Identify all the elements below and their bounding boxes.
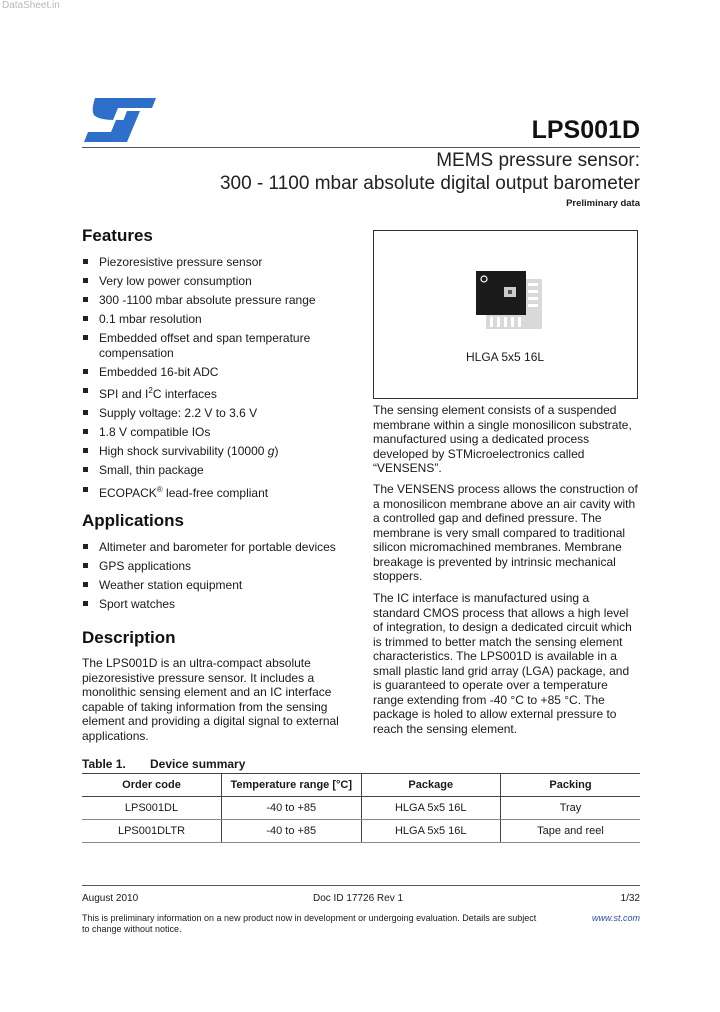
st-logo — [82, 96, 158, 144]
list-item: Weather station equipment — [82, 578, 352, 593]
table-cell: -40 to +85 — [222, 820, 362, 843]
i2c-prefix: SPI and I — [99, 387, 149, 402]
footer-page-number: 1/32 — [620, 893, 640, 904]
list-item: Embedded offset and span temperature compensation — [82, 331, 352, 360]
list-item — [82, 483, 352, 501]
table-header-row — [82, 774, 640, 797]
footer-url-link[interactable]: www.st.com — [591, 913, 640, 923]
table-number: Table 1. — [82, 757, 126, 771]
list-item: 1.8 V compatible IOs — [82, 425, 352, 440]
list-item — [82, 384, 352, 402]
table-cell: LPS001DL — [82, 797, 222, 820]
list-item: GPS applications — [82, 559, 352, 574]
list-item — [82, 444, 352, 459]
shock-text: High shock survivability (10000 — [99, 444, 268, 459]
list-item: Piezoresistive pressure sensor — [82, 255, 352, 270]
sensing-element-paragraph: The sensing element consists of a suspended membrane within a single monosilicon substrate, manufactured using a dedicated process developed by STMicroelectronics called “VENSENS”. — [373, 403, 632, 475]
table-row — [82, 820, 640, 843]
status-label: Preliminary data — [566, 198, 640, 209]
watermark: DataSheet.in — [2, 0, 60, 11]
list-item: Supply voltage: 2.2 V to 3.6 V — [82, 406, 352, 421]
table-cell: HLGA 5x5 16L — [361, 797, 501, 820]
i2c-superscript: 2 — [148, 386, 153, 396]
column-header: Packing — [501, 774, 641, 797]
ecopack-trademark: ® — [156, 484, 163, 494]
list-item: 0.1 mbar resolution — [82, 312, 352, 327]
column-header: Order code — [82, 774, 222, 797]
list-item: Sport watches — [82, 597, 352, 612]
table-row — [82, 797, 640, 820]
ic-interface-paragraph: The IC interface is manufactured using a standard CMOS process that allows a high level of integration, to design a dedicated circuit which is trimmed to better match the sensing element characteristics. The LPS001D is available in a small plastic land grid array (LGA) package, and is guaranteed to operate over a temperature range extending from -40 °C to +85 °C. The package is holed to allow external pressure to reach the sensing element. — [373, 591, 632, 736]
i2c-suffix: C interfaces — [152, 387, 217, 402]
chip-package-image — [474, 269, 544, 331]
shock-close: ) — [274, 444, 279, 459]
list-item: Embedded 16-bit ADC — [82, 365, 352, 380]
column-header: Package — [361, 774, 501, 797]
part-number: LPS001D — [531, 116, 640, 144]
list-item: 300 -1100 mbar absolute pressure range — [82, 293, 352, 308]
ecopack-text: ECOPACK — [99, 485, 157, 500]
table-cell: LPS001DLTR — [82, 820, 222, 843]
list-item: Altimeter and barometer for portable devices — [82, 540, 352, 555]
table-title: Device summary — [150, 757, 246, 771]
applications-list — [82, 540, 352, 616]
list-item: Very low power consumption — [82, 274, 352, 289]
applications-heading: Applications — [82, 511, 185, 530]
ecopack-suffix: lead-free compliant — [162, 485, 269, 500]
subtitle-line-1: MEMS pressure sensor: — [436, 150, 640, 171]
table-cell: -40 to +85 — [222, 797, 362, 820]
device-summary-table — [82, 773, 640, 843]
package-caption: HLGA 5x5 16L — [466, 350, 545, 364]
footer-doc-id: Doc ID 17726 Rev 1 — [313, 893, 404, 904]
vensens-paragraph: The VENSENS process allows the construction of a monosilicon membrane above an air cavity with a controlled gap and defined pressure. The membrane is very small compared to traditional silicon micromachined membranes. Membrane breakage is prevented by intrinsic mechanical stoppers. — [373, 482, 638, 583]
table-caption — [82, 757, 245, 771]
table-cell: Tray — [501, 797, 641, 820]
footer-rule — [82, 885, 640, 886]
subtitle-line-2: 300 - 1100 mbar absolute digital output barometer — [219, 173, 640, 194]
description-text: The LPS001D is an ultra-compact absolute piezoresistive pressure sensor. It includes a monolithic sensing element and an IC interface capable of taking information from the sensing element and providing a digital signal to external applications. — [82, 656, 339, 743]
footer-disclaimer: This is preliminary information on a new product now in development or undergoing evaluation. Details are subject to change without notice. — [82, 913, 537, 934]
column-header: Temperature range [°C] — [222, 774, 362, 797]
footer-date: August 2010 — [82, 893, 139, 904]
shock-unit: g — [267, 444, 275, 459]
table-cell: HLGA 5x5 16L — [361, 820, 501, 843]
table-cell: Tape and reel — [501, 820, 641, 843]
package-figure — [373, 230, 638, 399]
features-heading: Features — [82, 226, 153, 245]
header-rule — [82, 147, 640, 148]
description-heading: Description — [82, 628, 176, 647]
list-item: Small, thin package — [82, 463, 352, 478]
features-list — [82, 255, 352, 505]
